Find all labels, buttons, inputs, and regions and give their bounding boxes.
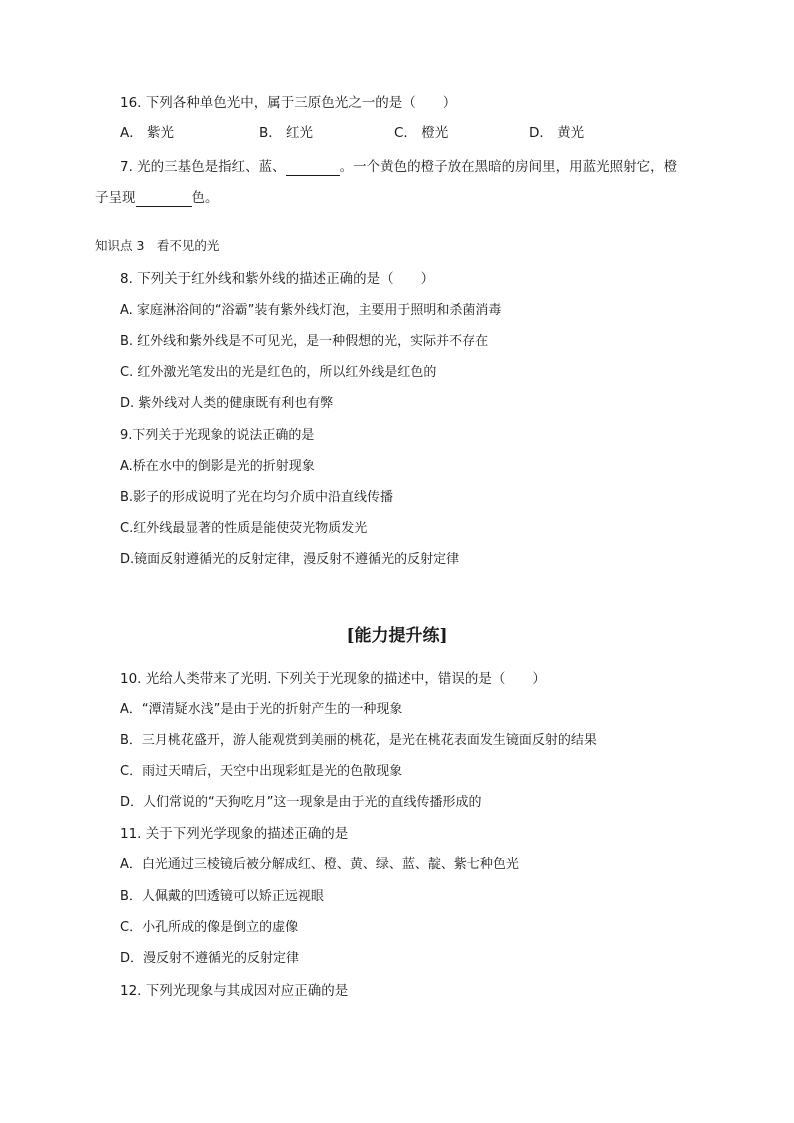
section-advanced-title: [能力提升练] [346, 626, 448, 646]
q11-option-b: B．人佩戴的凹透镜可以矫正远视眼 [120, 889, 324, 904]
q11-stem: 11. 关于下列光学现象的描述正确的是 [120, 826, 349, 842]
q10-option-a: A．“潭清疑水浅”是由于光的折射产生的一种现象 [120, 702, 403, 717]
q11-option-a: A．白光通过三棱镜后被分解成红、橙、黄、绿、蓝、靛、紫七种色光 [120, 857, 519, 872]
q11-option-d: D．漫反射不遵循光的反射定律 [120, 951, 300, 966]
q7-text-4: 色。 [191, 190, 219, 206]
q8-option-c: C. 红外激光笔发出的光是红色的，所以红外线是红色的 [120, 365, 437, 380]
q16-option-c: C． 橙光 [394, 125, 449, 141]
q12-stem: 12. 下列光现象与其成因对应正确的是 [120, 983, 349, 999]
q10-option-b: B．三月桃花盛开，游人能观赏到美丽的桃花，是光在桃花表面发生镜面反射的结果 [120, 733, 597, 748]
q7-line-2 [95, 189, 219, 207]
q7-blank-2[interactable] [136, 192, 192, 207]
q8-stem: 8. 下列关于红外线和紫外线的描述正确的是（ ） [120, 271, 435, 287]
q16-option-b: B． 红光 [259, 125, 314, 141]
q16-stem: 16. 下列各种单色光中，属于三原色光之一的是（ ） [120, 95, 457, 111]
q11-option-c: C．小孔所成的像是倒立的虚像 [120, 920, 299, 935]
q7-text-2: 。一个黄色的橙子放在黑暗的房间里，用蓝光照射它，橙 [339, 159, 678, 175]
q7-blank-1[interactable] [286, 161, 340, 176]
q8-option-b: B. 红外线和紫外线是不可见光，是一种假想的光，实际并不存在 [120, 334, 489, 349]
q7-line-1 [120, 158, 677, 176]
q8-option-a: A. 家庭淋浴间的“浴霸”装有紫外线灯泡，主要用于照明和杀菌消毒 [120, 303, 502, 318]
q16-option-d: D． 黄光 [529, 125, 585, 141]
q7-text-1: 7. 光的三基色是指红、蓝、 [120, 159, 286, 175]
q9-option-c: C.红外线最显著的性质是能使荧光物质发光 [120, 521, 368, 536]
q9-stem: 9.下列关于光现象的说法正确的是 [120, 428, 315, 443]
q7-text-3: 子呈现 [95, 190, 136, 206]
q16-option-a: A． 紫光 [120, 125, 175, 141]
q9-option-b: B.影子的形成说明了光在均匀介质中沿直线传播 [120, 490, 394, 505]
q9-option-d: D.镜面反射遵循光的反射定律，漫反射不遵循光的反射定律 [120, 552, 460, 567]
q10-option-d: D．人们常说的“天狗吃月”这一现象是由于光的直线传播形成的 [120, 795, 482, 810]
q10-stem: 10. 光给人类带来了光明. 下列关于光现象的描述中，错误的是（ ） [120, 671, 546, 687]
q8-option-d: D. 紫外线对人类的健康既有利也有弊 [120, 396, 334, 411]
q9-option-a: A.桥在水中的倒影是光的折射现象 [120, 459, 315, 474]
section-3-heading: 知识点 3 看不见的光 [95, 238, 220, 253]
q10-option-c: C．雨过天晴后，天空中出现彩虹是光的色散现象 [120, 764, 403, 779]
